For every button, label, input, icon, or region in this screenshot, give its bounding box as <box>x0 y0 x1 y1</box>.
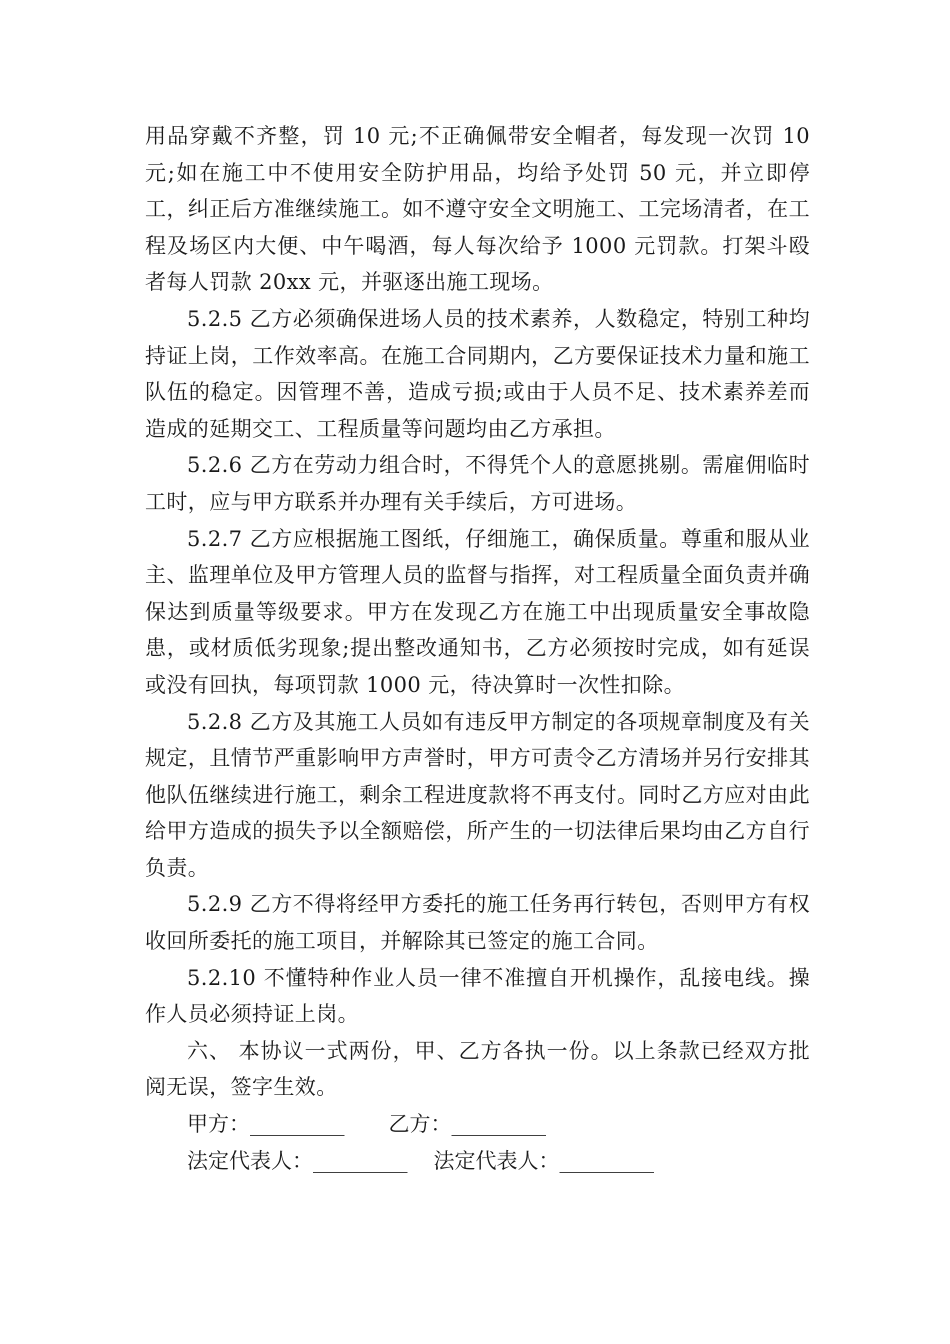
paragraph-section-6: 六、 本协议一式两份，甲、乙方各执一份。以上条款已经双方批阅无误，签字生效。 <box>145 1038 810 1100</box>
paragraph-5-2-5: 5.2.5 乙方必须确保进场人员的技术素养，人数稳定，特别工种均持证上岗，工作效率高。在施工合同期内，乙方要保证技术力量和施工队伍的稳定。因管理不善，造成亏损;或由于人员不足、技术素养差而造成的延期交工、工程质量等问题均由乙方承担。 <box>145 306 810 441</box>
paragraph-5-2-7: 5.2.7 乙方应根据施工图纸，仔细施工，确保质量。尊重和服从业主、监理单位及甲方管理人员的监督与指挥，对工程质量全面负责并确保达到质量等级要求。甲方在发现乙方在施工中出现质量安全事故隐患，或材质低劣现象;提出整改通知书，乙方必须按时完成，如有延误或没有回执，每项罚款 1000 元，待决算时一次性扣除。 <box>145 526 810 697</box>
document-body <box>145 118 810 1179</box>
signature-row-representatives <box>145 1143 810 1180</box>
rep-b-signature: 法定代表人：_________ <box>433 1148 654 1173</box>
signature-row-parties <box>145 1106 810 1143</box>
paragraph-5-2-9: 5.2.9 乙方不得将经甲方委托的施工任务再行转包，否则甲方有权收回所委托的施工项目，并解除其已签定的施工合同。 <box>145 892 810 954</box>
party-b-signature: 乙方：_________ <box>388 1112 546 1137</box>
paragraph-5-2-6: 5.2.6 乙方在劳动力组合时，不得凭个人的意愿挑剔。需雇佣临时工时，应与甲方联系并办理有关手续后，方可进场。 <box>145 453 810 514</box>
paragraph-penalties: 用品穿戴不齐整，罚 10 元;不正确佩带安全帽者，每发现一次罚 10 元;如在施工中不使用安全防护用品，均给予处罚 50 元，并立即停工，纠正后方准继续施工。如不遵守安全文明施工、工完场清者，在工程及场区内大便、中午喝酒，每人每次给予 1000 元罚款。打架斗殴者每人罚款 20xx 元，并驱逐出施工现场。 <box>145 124 810 295</box>
rep-a-signature: 法定代表人：_________ <box>187 1148 408 1173</box>
paragraph-5-2-8: 5.2.8 乙方及其施工人员如有违反甲方制定的各项规章制度及有关规定，且情节严重影响甲方声誉时，甲方可责令乙方清场并另行安排其他队伍继续进行施工，剩余工程进度款将不再支付。同时乙方应对由此给甲方造成的损失予以全额赔偿，所产生的一切法律后果均由乙方自行负责。 <box>145 709 810 880</box>
paragraph-5-2-10: 5.2.10 不懂特种作业人员一律不准擅自开机操作，乱接电线。操作人员必须持证上岗。 <box>145 965 810 1027</box>
party-a-signature: 甲方：_________ <box>187 1112 345 1137</box>
